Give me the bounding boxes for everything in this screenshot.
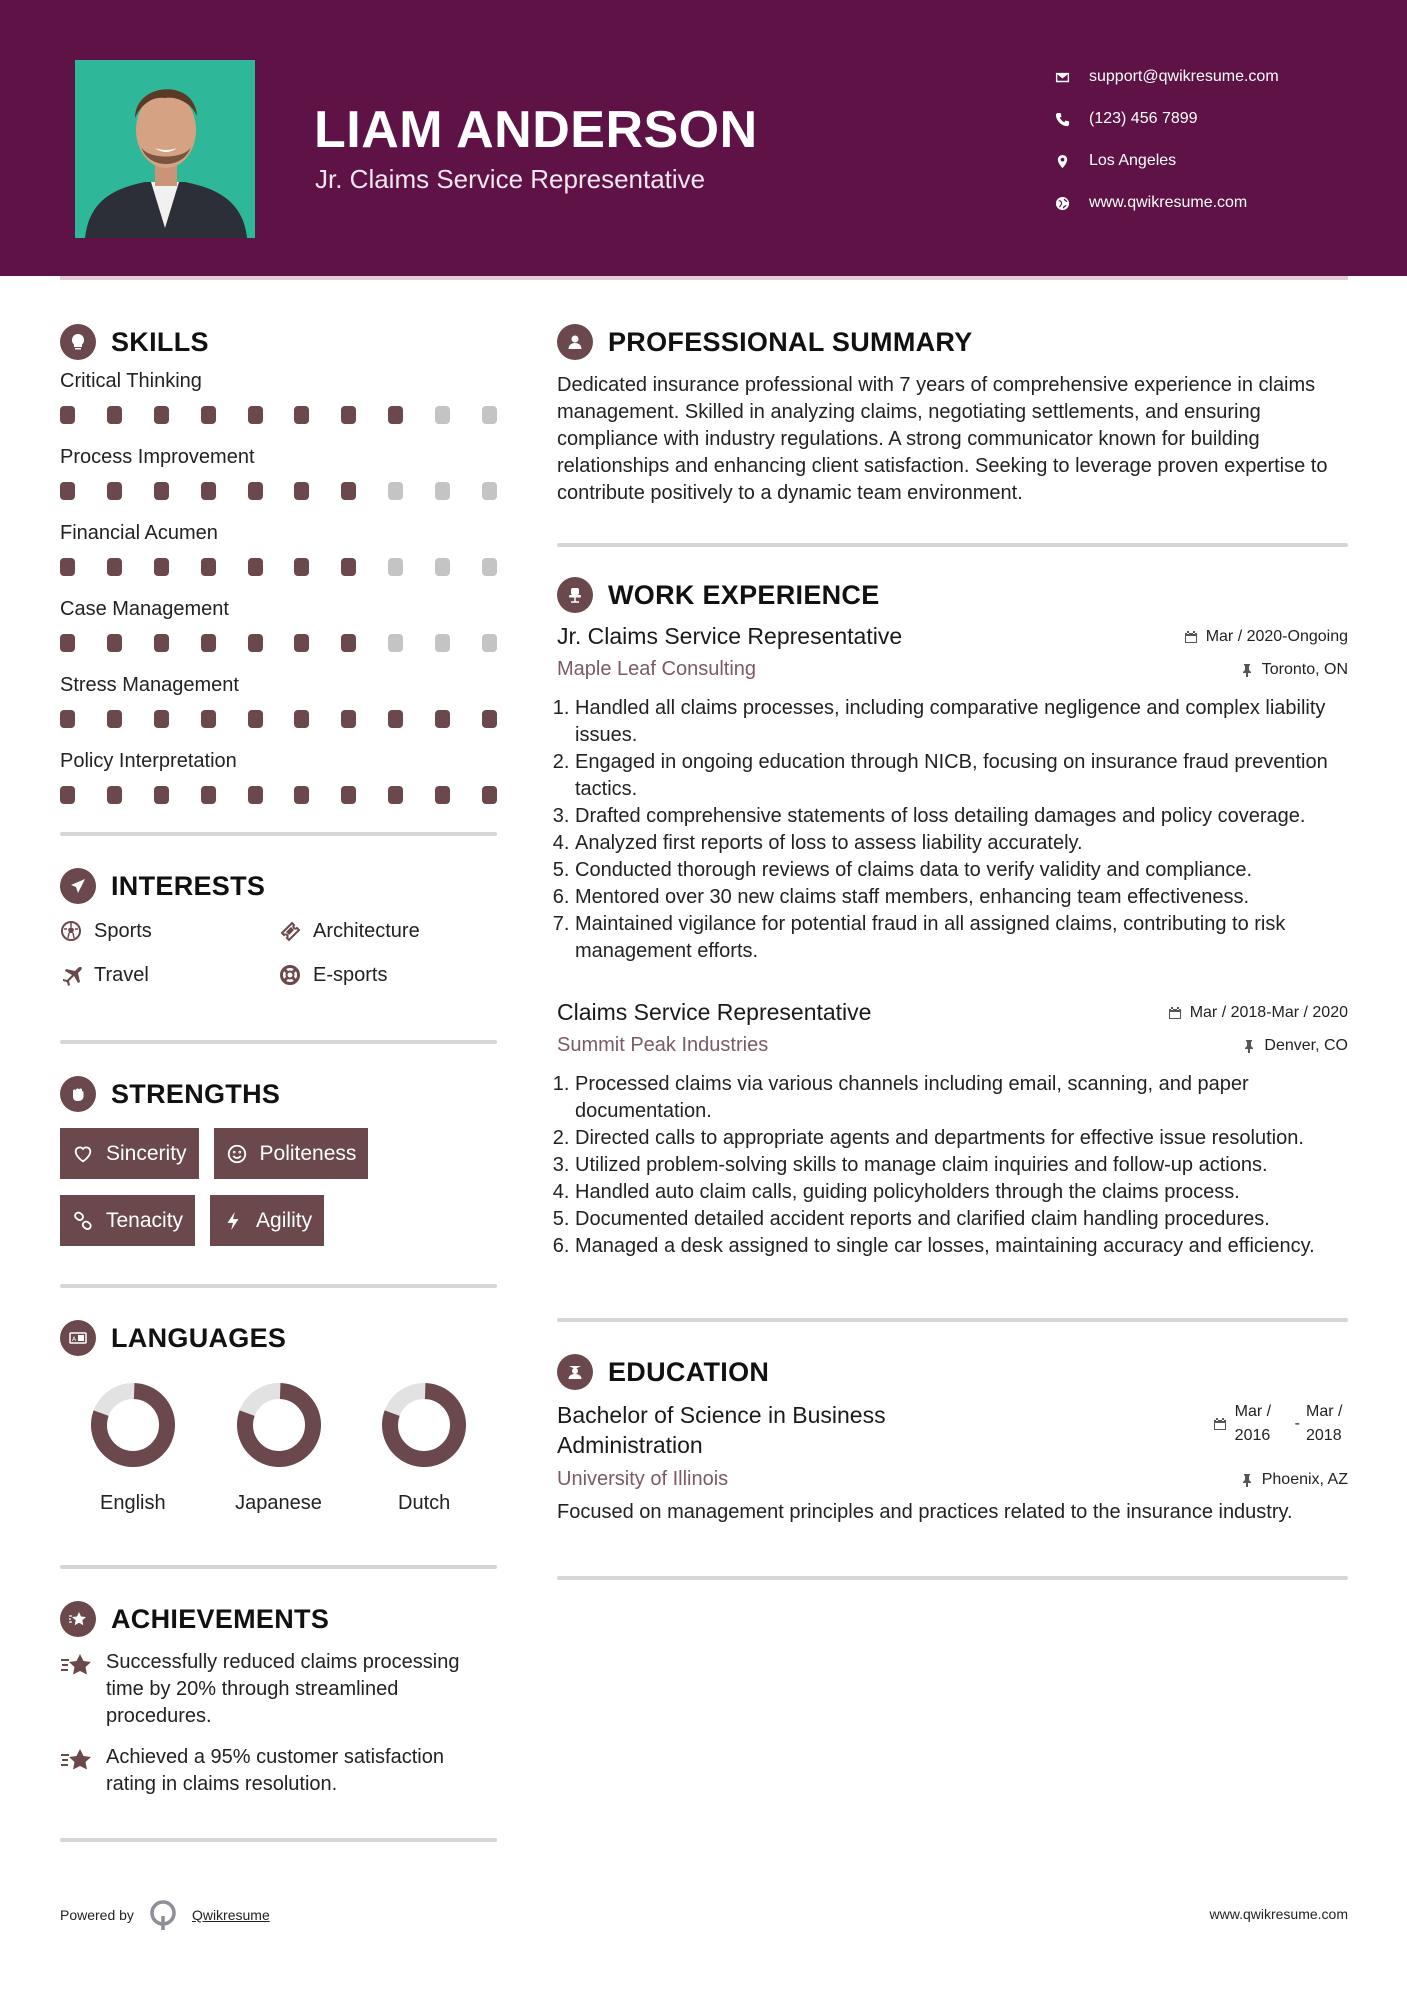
svg-text:A: A [72,1336,77,1343]
job-company-row [557,658,1348,681]
language-item [351,1380,497,1515]
job-bullet: 1. Processed claims via various channels including email, scanning, and paper documentation. [575,1071,1348,1125]
rating-dot-filled [107,558,122,576]
interest-label: Architecture [313,919,420,942]
rating-dot-filled [60,482,75,500]
skills-heading [60,322,497,362]
job-title: Jr. Claims Service Representative [557,623,903,649]
job-dates-text: Mar / 2018-Mar / 2020 [1189,1003,1348,1021]
languages-title: LANGUAGES [111,1322,287,1353]
language-donut-chart [234,1380,324,1470]
rating-dot-filled [107,634,122,652]
language-name: Japanese [235,1492,322,1514]
job-bullets [557,1071,1348,1260]
job-title-row [557,623,1348,650]
skill-rating [60,398,497,438]
education-heading [557,1352,1348,1392]
rating-dot-filled [248,710,263,728]
plane-icon [60,964,82,986]
profile-photo [75,60,255,238]
job-bullet: 5. Documented detailed accident reports and clarified claim handling procedures. [575,1206,1348,1233]
rating-dot-empty [482,634,497,652]
job-bullet: 3. Drafted comprehensive statements of loss detailing damages and policy coverage. [575,803,1348,830]
interest-item [60,960,279,990]
rating-dot-filled [60,634,75,652]
interests-title: INTERESTS [111,870,266,901]
rating-dot-filled [294,558,309,576]
rating-dot-filled [107,406,122,424]
job-dates-text: Mar / 2020-Ongoing [1205,627,1348,645]
job-bullet: 7. Maintained vigilance for potential fraud in all assigned claims, contributing to risk management efforts. [575,911,1348,965]
job-bullets [557,695,1348,965]
education-location-text: Phoenix, AZ [1261,1470,1348,1488]
phone-icon [1055,112,1089,127]
education-entry [557,1400,1348,1526]
interest-item [279,916,497,946]
job-entry [557,623,1348,965]
education-dates [1213,1400,1348,1448]
star-icon [60,1746,94,1774]
rating-dot-empty [435,558,450,576]
job-location [1242,1037,1348,1055]
rating-dot-empty [435,406,450,424]
rating-dot-filled [248,634,263,652]
rating-dot-filled [294,482,309,500]
pushpin-icon [1242,1039,1256,1053]
pushpin-icon [1240,663,1254,677]
rating-dot-filled [294,786,309,804]
strength-tag [60,1195,195,1246]
job-bullet: 3. Utilized problem-solving skills to manage claim inquiries and follow-up actions. [575,1152,1348,1179]
rating-dot-filled [388,710,403,728]
job-bullet: 4. Analyzed first reports of loss to assess liability accurately. [575,830,1348,857]
interest-item [279,960,497,990]
powered-by-label: Powered by [60,1907,134,1923]
company-name: Summit Peak Industries [557,1034,769,1056]
strengths-section [60,1074,497,1246]
rating-dot-filled [248,558,263,576]
strength-label: Politeness [259,1141,357,1165]
qwikresume-link[interactable]: Qwikresume [191,1907,270,1923]
rating-dot-filled [107,786,122,804]
rating-dot-empty [435,634,450,652]
achievements-title: ACHIEVEMENTS [111,1603,330,1634]
rating-dot-filled [60,786,75,804]
degree-row [557,1400,1348,1460]
interests-heading [60,866,497,906]
skill-rating [60,474,497,514]
skill-name: Critical Thinking [60,370,202,392]
language-name: English [100,1492,166,1514]
rating-dot-filled [341,558,356,576]
summary-title: PROFESSIONAL SUMMARY [608,326,973,357]
strength-label: Tenacity [106,1208,184,1232]
language-item [206,1380,352,1515]
interest-item [60,916,279,946]
envelope-icon [1055,70,1089,85]
star-icon [60,1601,96,1637]
job-location [1240,661,1348,679]
rating-dot-filled [435,786,450,804]
rating-dot-empty [482,482,497,500]
contact-location-text: Los Angeles [1089,152,1177,169]
rating-dot-filled [294,406,309,424]
life-ring-icon [279,964,301,986]
languages-section [60,1318,497,1515]
left-column [60,322,497,1842]
experience-title: WORK EXPERIENCE [608,579,880,610]
section-divider [557,1576,1348,1580]
rating-dot-empty [388,634,403,652]
footer-website[interactable]: www.qwikresume.com [1209,1906,1348,1922]
strength-tag [60,1128,199,1179]
achievement-text: Successfully reduced claims processing time by 20% through streamlined procedures. [106,1651,460,1727]
section-divider [60,1565,497,1569]
rating-dot-filled [388,786,403,804]
smile-icon [226,1143,248,1165]
company-name: Maple Leaf Consulting [557,658,757,680]
rating-dot-filled [388,406,403,424]
experience-section [557,575,1348,1260]
language-name: Dutch [398,1492,451,1514]
skills-list [60,364,497,818]
degree-title: Bachelor of Science in Business Administration [557,1402,886,1458]
job-bullet: 2. Engaged in ongoing education through NICB, focusing on insurance fraud prevention tactics. [575,749,1348,803]
contact-phone-text: (123) 456 7899 [1089,110,1198,127]
language-item [60,1380,206,1515]
section-divider [60,1040,497,1044]
calendar-icon [1213,1417,1227,1431]
map-marker-icon [1055,154,1089,169]
interest-label: Sports [94,919,152,942]
user-icon [557,324,593,360]
candidate-name: LIAM ANDERSON [314,101,758,159]
education-title: EDUCATION [608,1356,770,1387]
rating-dot-filled [154,786,169,804]
summary-section [557,322,1348,507]
rating-dot-filled [341,710,356,728]
skills-title: SKILLS [111,326,209,357]
skill-item [60,744,497,818]
rating-dot-filled [248,786,263,804]
rating-dot-filled [154,558,169,576]
education-start: Mar / 2016 [1234,1403,1272,1444]
strength-tag [214,1128,369,1179]
rating-dot-filled [107,710,122,728]
rating-dot-empty [388,482,403,500]
job-dates [1168,1004,1348,1022]
summary-text: Dedicated insurance professional with 7 years of comprehensive experience in claims management. Skilled in analyzing claims, negotiating settlements, and ensuring compliance with industry regulations. A strong communicator known for building relationships and enhancing client satisfaction. Seeking to leverage proven expertise to contribute positively to a dynamic team environment. [557,374,1328,504]
strengths-title: STRENGTHS [111,1078,281,1109]
skill-name: Process Improvement [60,446,255,468]
skill-name: Policy Interpretation [60,750,237,772]
job-bullet: 6. Managed a desk assigned to single car losses, maintaining accuracy and efficiency. [575,1233,1348,1260]
rating-dot-filled [248,406,263,424]
language-donut-chart [379,1380,469,1470]
ticket-icon [279,920,301,942]
school-name: University of Illinois [557,1468,729,1490]
strengths-list [60,1128,497,1246]
job-bullet: 1. Handled all claims processes, including comparative negligence and complex liability issues. [575,695,1348,749]
job-location-text: Toronto, ON [1261,660,1348,678]
languages-heading [60,1318,497,1358]
skill-name: Case Management [60,598,229,620]
rating-dot-filled [201,558,216,576]
chair-icon [557,577,593,613]
rating-dot-filled [341,634,356,652]
achievements-section [60,1599,497,1798]
achievement-item [60,1649,497,1730]
achievement-text: Achieved a 95% customer satisfaction rating in claims resolution. [106,1746,444,1795]
skill-item [60,364,497,438]
section-divider [557,1318,1348,1322]
interests-section [60,866,497,990]
rating-dot-filled [154,482,169,500]
rating-dot-filled [107,482,122,500]
language-icon [60,1320,96,1356]
job-bullet: 6. Mentored over 30 new claims staff members, enhancing team effectiveness. [575,884,1348,911]
skill-item [60,668,497,742]
date-separator: - [1294,1415,1300,1432]
strengths-heading [60,1074,497,1114]
candidate-role: Jr. Claims Service Representative [315,164,706,194]
contact-location [1055,140,1279,182]
rating-dot-filled [435,710,450,728]
soccer-ball-icon [60,920,82,942]
education-section [557,1352,1348,1526]
lightbulb-icon [60,324,96,360]
education-end: Mar / 2018 [1306,1403,1343,1444]
rating-dot-empty [388,558,403,576]
link-icon [72,1210,94,1232]
job-company-row [557,1034,1348,1057]
resume-header [0,0,1407,276]
skill-rating [60,550,497,590]
strength-label: Agility [256,1208,313,1232]
footer-powered-by [60,1898,270,1932]
education-description: Focused on management principles and practices related to the insurance industry. [557,1501,1293,1523]
languages-list [60,1380,497,1515]
skill-item [60,516,497,590]
skills-section [60,322,497,818]
job-bullet: 2. Directed calls to appropriate agents and departments for effective issue resolution. [575,1125,1348,1152]
rating-dot-filled [482,710,497,728]
rating-dot-filled [201,482,216,500]
paper-plane-icon [60,868,96,904]
star-icon [60,1651,94,1679]
school-row [557,1468,1348,1491]
rating-dot-filled [154,406,169,424]
job-bullet: 5. Conducted thorough reviews of claims data to verify validity and compliance. [575,857,1348,884]
strength-tag [210,1195,324,1246]
section-divider [60,832,497,836]
graduate-icon [557,1354,593,1390]
rating-dot-filled [341,786,356,804]
achievements-heading [60,1599,497,1639]
contact-website-text: www.qwikresume.com [1089,194,1248,211]
contact-website[interactable] [1055,182,1279,224]
rating-dot-filled [201,634,216,652]
section-divider [557,543,1348,547]
skill-item [60,592,497,666]
rating-dot-filled [60,406,75,424]
skill-name: Stress Management [60,674,239,696]
section-divider [60,1838,497,1842]
header-accent-strip [60,276,1348,280]
skill-item [60,440,497,514]
bolt-icon [222,1210,244,1232]
skill-rating [60,702,497,742]
globe-icon [1055,196,1089,211]
rating-dot-filled [154,634,169,652]
fist-icon [60,1076,96,1112]
rating-dot-filled [60,558,75,576]
rating-dot-empty [482,406,497,424]
rating-dot-filled [341,482,356,500]
interest-label: E-sports [313,963,388,986]
contact-email-text: support@qwikresume.com [1089,68,1279,85]
education-location [1240,1471,1348,1489]
rating-dot-filled [294,710,309,728]
rating-dot-empty [482,558,497,576]
job-bullet: 4. Handled auto claim calls, guiding policyholders through the claims process. [575,1179,1348,1206]
contact-email[interactable] [1055,56,1279,98]
right-column [557,322,1348,1580]
skill-rating [60,778,497,818]
rating-dot-filled [60,710,75,728]
qwikresume-logo-icon [146,1898,180,1932]
language-donut-chart [88,1380,178,1470]
rating-dot-filled [341,406,356,424]
job-entry [557,999,1348,1260]
skill-name: Financial Acumen [60,522,218,544]
strength-label: Sincerity [106,1141,187,1165]
rating-dot-filled [482,786,497,804]
experience-heading [557,575,1348,615]
rating-dot-filled [248,482,263,500]
rating-dot-filled [201,406,216,424]
job-dates [1184,628,1348,646]
interest-label: Travel [94,963,149,986]
summary-heading [557,322,1348,362]
rating-dot-filled [154,710,169,728]
section-divider [60,1284,497,1288]
rating-dot-filled [294,634,309,652]
contact-list [1055,56,1279,224]
skill-rating [60,626,497,666]
person-photo-illustration [75,60,255,238]
job-location-text: Denver, CO [1264,1036,1348,1054]
heart-icon [72,1143,94,1165]
rating-dot-filled [201,710,216,728]
rating-dot-filled [201,786,216,804]
achievement-item [60,1744,497,1798]
rating-dot-empty [435,482,450,500]
calendar-icon [1184,630,1198,644]
interests-list [60,916,497,990]
pushpin-icon [1240,1473,1254,1487]
contact-phone[interactable] [1055,98,1279,140]
calendar-icon [1168,1006,1182,1020]
job-title-row [557,999,1348,1026]
job-title: Claims Service Representative [557,999,872,1025]
